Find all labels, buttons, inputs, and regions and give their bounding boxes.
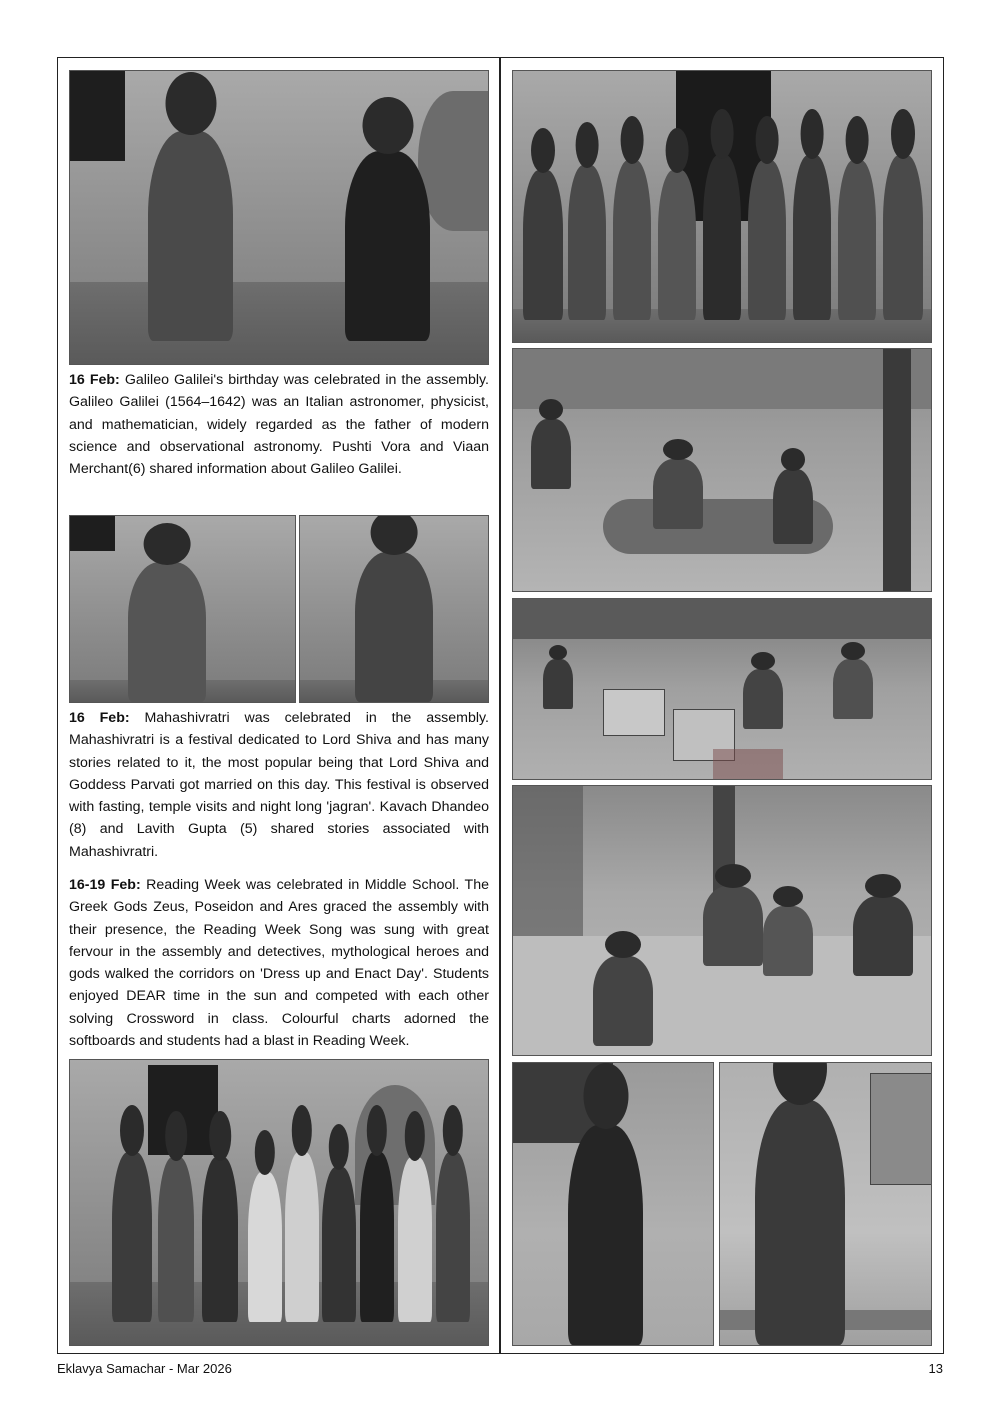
photo-reading-week-choir [512,70,932,343]
photo-reading-week-dress-up [69,1059,489,1346]
photo-mahashivratri-right [299,515,489,703]
footer-publication: Eklavya Samachar - Mar 2026 [57,1361,232,1376]
photo-reading-under-tree [512,785,932,1056]
caption-date: 16 Feb: [69,710,130,726]
photo-detective-costume [512,1062,714,1346]
photo-dear-time-courtyard [512,348,932,592]
caption-mahashivratri [69,707,489,863]
caption-date: 16 Feb: [69,372,120,388]
column-divider [499,57,501,1354]
caption-date: 16-19 Feb: [69,877,141,893]
caption-text: Mahashivratri was celebrated in the assembly. Mahashivratri is a festival dedicated to Lord Shiva and has many stories related to it, the most popular being that Lord Shiva and Goddess Parvati got married on this day. This festival is observed with fasting, temple visits and night long 'jagran'. Kavach Dhandeo (8) and Lavith Gupta (5) shared stories associated with Mahashivratri. [69,710,489,860]
caption-reading-week [69,874,489,1052]
footer-page-number: 13 [928,1361,943,1376]
caption-text: Galileo Galilei's birthday was celebrated in the assembly. Galileo Galilei (1564–1642) was an Italian astronomer, physicist, and mathematician, widely regarded as the father of modern science and observational astronomy. Pushti Vora and Viaan Merchant(6) shared information about Galileo Galilei. [69,372,489,478]
caption-text: Reading Week was celebrated in Middle School. The Greek Gods Zeus, Poseidon and Ares graced the assembly with their presence, the Reading Week Song was sung with great fervour in the assembly and detectives, mythological heroes and gods walked the corridors on 'Dress up and Enact Day'. Students enjoyed DEAR time in the sun and competed with each other solving Crossword in class. Colourful charts adorned the softboards and students had a blast in Reading Week. [69,877,489,1050]
photo-student-presenting [719,1062,932,1346]
photo-dear-time-reading [512,598,932,780]
photo-galileo-assembly [69,70,489,365]
photo-mahashivratri-left [69,515,296,703]
caption-galileo [69,369,489,480]
